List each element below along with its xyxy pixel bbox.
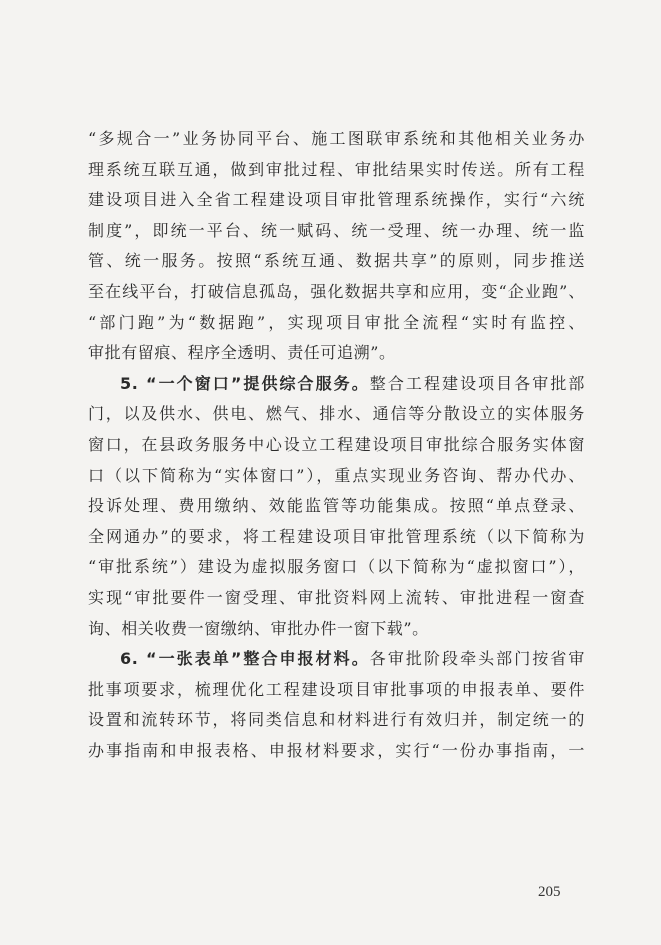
text-line: 批事项要求，梳理优化工程建设项目审批事项的申报表单、要件 (88, 679, 585, 699)
text-line: “多规合一”业务协同平台、施工图联审系统和其他相关业务办 (88, 129, 585, 148)
text-line: 制度”，即统一平台、统一赋码、统一受理、统一办理、统一监 (88, 220, 585, 240)
section-heading: 5. “一个窗口”提供综合服务。 (120, 373, 370, 393)
text-line: 门，以及供水、供电、燃气、排水、通信等分散设立的实体服务 (88, 404, 585, 424)
text-line: 至在线平台，打破信息孤岛，强化数据共享和应用，变“企业跑”、 (88, 281, 585, 301)
section-heading: 6. “一张表单”整合申报材料。 (120, 649, 370, 669)
text-line: 投诉处理、费用缴纳、效能监管等功能集成。按照“单点登录、 (88, 496, 585, 516)
text-line: 全网通办”的要求，将工程建设项目审批管理系统（以下简称为 (88, 526, 585, 546)
text-line: “部门跑”为“数据跑”，实现项目审批全流程“实时有监控、 (88, 312, 585, 332)
text-run: 整合工程建设项目各审批部 (369, 373, 586, 393)
text-run: 各审批阶段牵头部门按省审 (369, 649, 586, 669)
body-text (88, 124, 585, 766)
text-line: 理系统互联互通，做到审批过程、审批结果实时传送。所有工程 (88, 159, 585, 179)
page-number: 205 (538, 884, 561, 900)
text-line: 询、相关收费一窗缴纳、审批办件一窗下载”。 (88, 618, 429, 638)
text-line: 管、统一服务。按照“系统互通、数据共享”的原则，同步推送 (88, 251, 585, 271)
text-line: 审批有留痕、程序全透明、责任可追溯”。 (88, 343, 396, 363)
paragraph-one-form (88, 644, 585, 766)
text-line: 建设项目进入全省工程建设项目审批管理系统操作，实行“六统 (88, 190, 585, 210)
text-line: 设置和流转环节，将同类信息和材料进行有效归并，制定统一的 (88, 710, 585, 730)
paragraph-one-window (88, 369, 585, 644)
text-line: 办事指南和申报表格、申报材料要求，实行“一份办事指南，一 (88, 740, 585, 760)
paragraph-system-integration (88, 124, 585, 369)
text-line: 窗口，在县政务服务中心设立工程建设项目审批综合服务实体窗 (88, 434, 585, 454)
text-line: 口（以下简称为“实体窗口”），重点实现业务咨询、帮办代办、 (88, 465, 585, 485)
text-line (88, 369, 585, 400)
text-line (88, 644, 585, 675)
text-line: “审批系统”）建设为虚拟服务窗口（以下简称为“虚拟窗口”）， (88, 557, 585, 577)
text-line: 实现“审批要件一窗受理、审批资料网上流转、审批进程一窗查 (88, 587, 585, 607)
